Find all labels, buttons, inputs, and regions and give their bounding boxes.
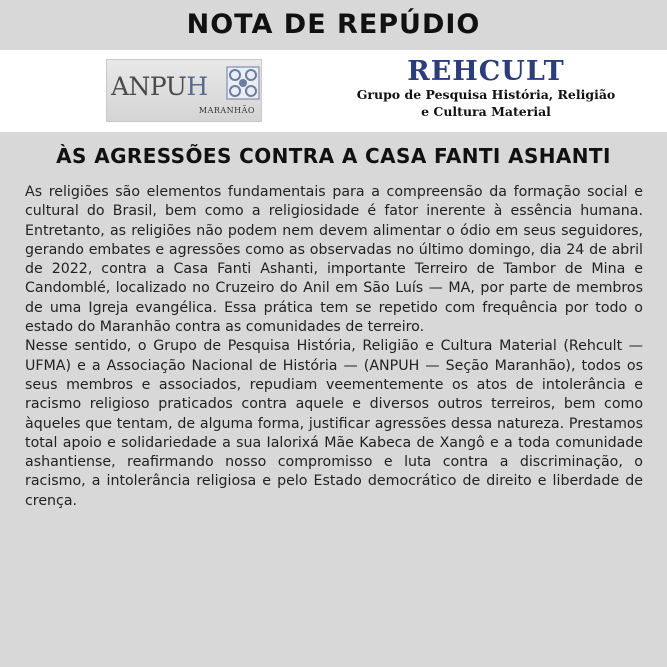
anpuh-wordmark bbox=[111, 72, 208, 101]
anpuh-wordmark-end: H bbox=[186, 72, 208, 101]
rehcult-line-2: e Cultura Material bbox=[421, 104, 551, 119]
document-heading: ÀS AGRESSÕES CONTRA A CASA FANTI ASHANTI bbox=[56, 144, 611, 168]
anpuh-emblem-icon bbox=[226, 66, 260, 100]
anpuh-subtitle: MARANHÃO bbox=[198, 106, 255, 115]
anpuh-wordmark-start: ANPU bbox=[111, 72, 187, 101]
rehcult-logo bbox=[356, 56, 616, 128]
page-title: NOTA DE REPÚDIO bbox=[186, 8, 481, 40]
rehcult-wordmark: REHCULT bbox=[407, 56, 565, 87]
body-text bbox=[25, 183, 643, 511]
anpuh-logo bbox=[106, 59, 262, 122]
paragraph-2: Nesse sentido, o Grupo de Pesquisa História, Religião e Cultura Material (Rehcult — UFMA) e a Associação Nacional de História — (ANPUH — Seção Maranhão), todos os seus membros e associados, repudiam veementemente os atos de intolerância e racismo religioso praticados contra aquele e diversos outros terreiros, bem como àqueles que tentam, de alguma forma, justificar agressões dessa natureza. Prestamos total apoio e solidariedade a sua Ialorixá Mãe Kabeca de Xangô e a toda comunidade ashantiense, reafirmando nosso compromisso e luta contra a discriminação, o racismo, a intolerância religiosa e pelo Estado democrático de direito e liberdade de crença. bbox=[25, 338, 643, 509]
paragraph-1: As religiões são elementos fundamentais para a compreensão da formação social e cultural do Brasil, bem como a religiosidade é fator inerente à essência humana. Entretanto, as religiões não podem nem devem alimentar o ódio em seus seguidores, gerando embates e agressões como as observadas no último domingo, dia 24 de abril de 2022, contra a Casa Fanti Ashanti, importante Terreiro de Tambor de Mina e Candomblé, localizado no Cruzeiro do Anil em São Luís — MA, por parte de membros de uma Igreja evangélica. Essa prática tem se repetido com frequência por todo o estado do Maranhão contra as comunidades de terreiro. bbox=[25, 184, 643, 336]
rehcult-line-1: Grupo de Pesquisa História, Religião bbox=[356, 87, 616, 102]
logo-band bbox=[0, 50, 667, 132]
